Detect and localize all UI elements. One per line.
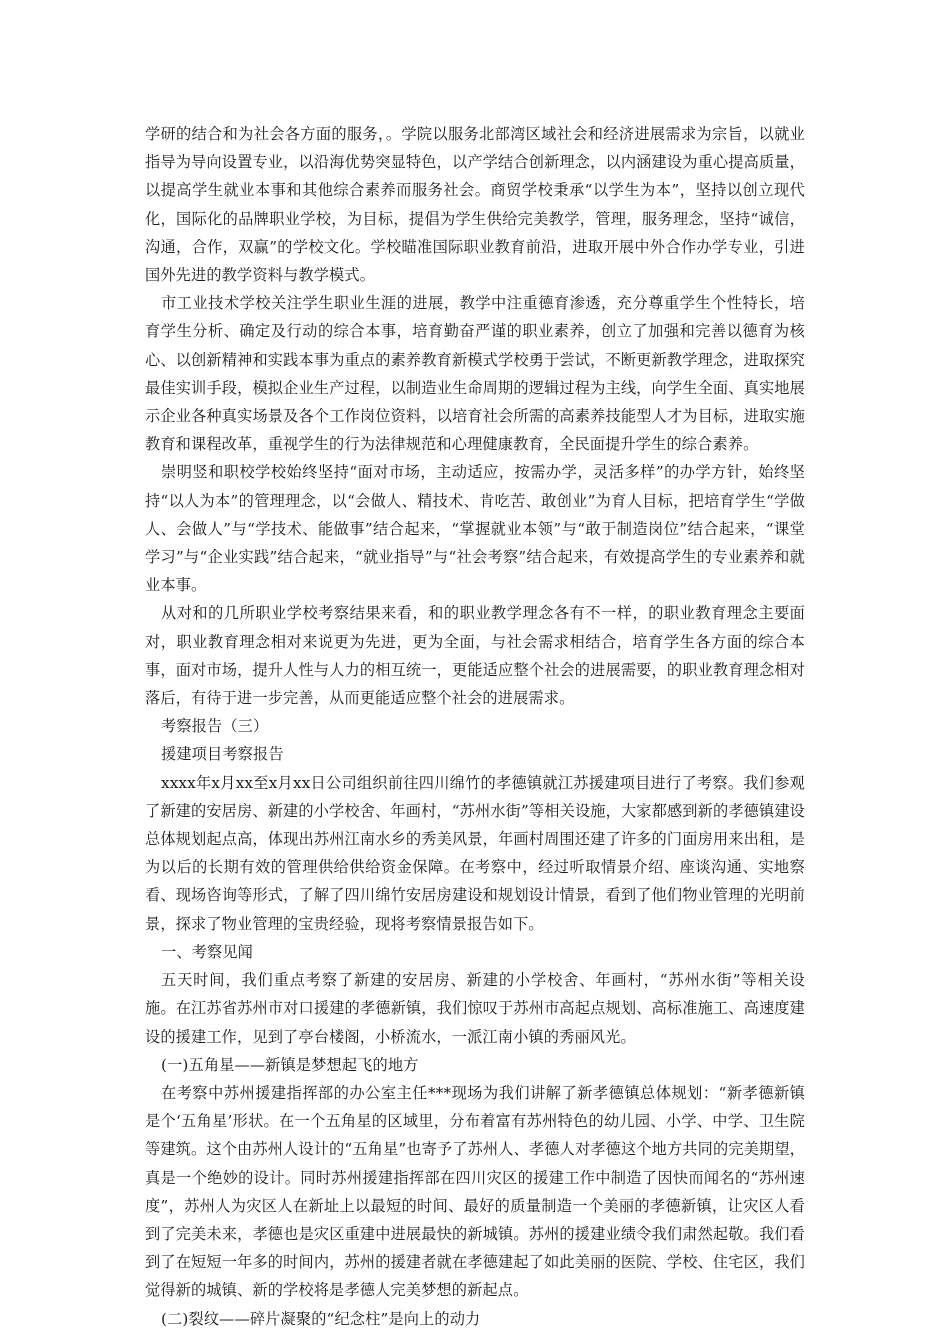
document-page — [145, 120, 805, 1333]
paragraph-master-plan: 在考察中苏州援建指挥部的办公室主任***现场为我们讲解了新孝德镇总体规划：“新孝德新镇是个‘五角星’形状。在一个五角星的区域里，分布着富有苏州特色的幼儿园、小学、中学、卫生院等建筑。这个由苏州人设计的“五角星”也寄予了苏州人、孝德人对孝德这个地方共同的完美期望，真是一个绝妙的设计。同时苏州援建指挥部在四川灾区的援建工作中制造了因快而闻名的“苏州速度”，苏州人为灾区人在新址上以最短的时间、最好的质量制造一个美丽的孝德新镇，让灾区人看到了完美未来，孝德也是灾区重建中进展最快的新城镇。苏州的援建业绩令我们肃然起敬。我们看到了在短短一年多的时间内，苏州的援建者就在孝德建起了如此美丽的医院、学校、住宅区，我们觉得新的城镇、新的学校将是孝德人完美梦想的新起点。 — [145, 1083, 806, 1300]
paragraph-comparison-conclusion: 从对和的几所职业学校考察结果来看，和的职业教学理念各有不一样，的职业教育理念主要面对，职业教育理念相对来说更为先进，更为全面，与社会需求相结合，培育学生各方面的综合本事，面对市场，提升人性与人力的相互统一，更能适应整个社会的进展需要，的职业教育理念相对落后，有待于进一步完善，从而更能适应整个社会的进展需求。 — [145, 604, 805, 708]
paragraph-chongming-school: 崇明竖和职校学校始终坚持“面对市场，主动适应，按需办学，灵活多样”的办学方针，始终坚持“以人为本”的管理理念，以“会做人、精技术、肯吃苦、敢创业”为育人目标，把培育学生“学做人、会做人”与“学技术、能做事”结合起来，“掌握就业本领”与“敢于制造岗位”结合起来，“课堂学习”与“企业实践”结合起来，“就业指导”与“社会考察”结合起来，有效提高学生的专业素养和就业本事。 — [145, 463, 805, 595]
paragraph-school-services: 学研的结合和为社会各方面的服务，。学院以服务北部湾区域社会和经济进展需求为宗旨，以就业指导为导向设置专业，以沿海优势突显特色，以产学结合创新理念，以内涵建设为重心提高质量，以提高学生就业本事和其他综合素养而服务社会。商贸学校秉承“以学生为本”，坚持以创立现代化，国际化的品牌职业学校，为目标，提倡为学生供给完美教学，管理，服务理念，坚持“诚信，沟通，合作，双赢”的学校文化。学校瞄准国际职业教育前沿，进取开展中外合作办学专业，引进国外先进的教学资料与教学模式。 — [145, 125, 805, 285]
heading-report-three: 考察报告（三） — [161, 717, 269, 736]
heading-subsection-two: (二)裂纹——碎片凝聚的“纪念柱”是向上的动力 — [161, 1309, 481, 1328]
paragraph-visit-intro: xxxx年x月xx至x月xx日公司组织前往四川绵竹的孝德镇就江苏援建项目进行了考察。我们参观了新建的安居房、新建的小学校舍、年画村，“苏州水街”等相关设施，大家都感到新的孝德镇建设总体规划起点高，体现出苏州江南水乡的秀美风景，年画村周围还建了许多的门面房用来出租，是为以后的长期有效的管理供给供给资金保障。在考察中，经过听取情景介绍、座谈沟通、实地察看、现场咨询等形式，了解了四川绵竹安居房建设和规划设计情景，看到了他们物业管理的光明前景，探求了物业管理的宝贵经验，现将考察情景报告如下。 — [145, 773, 806, 933]
heading-subsection-one: (一)五角星——新镇是梦想起飞的地方 — [161, 1055, 419, 1074]
heading-section-one: 一、考察见闻 — [161, 942, 254, 961]
heading-aid-project-report: 援建项目考察报告 — [161, 745, 284, 764]
paragraph-industrial-tech-school: 市工业技术学校关注学生职业生涯的进展，教学中注重德育渗透，充分尊重学生个性特长，培育学生分析、确定及行动的综合本事，培育勤奋严谨的职业素养，创立了加强和完善以德育为核心、以创新精神和实践本事为重点的素养教育新模式学校勇于尝试，不断更新教学理念，进取探究最佳实训手段，模拟企业生产过程，以制造业生命周期的逻辑过程为主线，向学生全面、真实地展示企业各种真实场景及各个工作岗位资料，以培育社会所需的高素养技能型人才为目标，进取实施教育和课程改革，重视学生的行为法律规范和心理健康教育，全民面提升学生的综合素养。 — [145, 294, 805, 454]
paragraph-five-days: 五天时间，我们重点考察了新建的安居房、新建的小学校舍、年画村，“苏州水街”等相关设施。在江苏省苏州市对口援建的孝德新镇，我们惊叹于苏州市高起点规划、高标准施工、高速度建设的援建工作，见到了亭台楼阁，小桥流水，一派江南小镇的秀丽风光。 — [145, 971, 805, 1046]
